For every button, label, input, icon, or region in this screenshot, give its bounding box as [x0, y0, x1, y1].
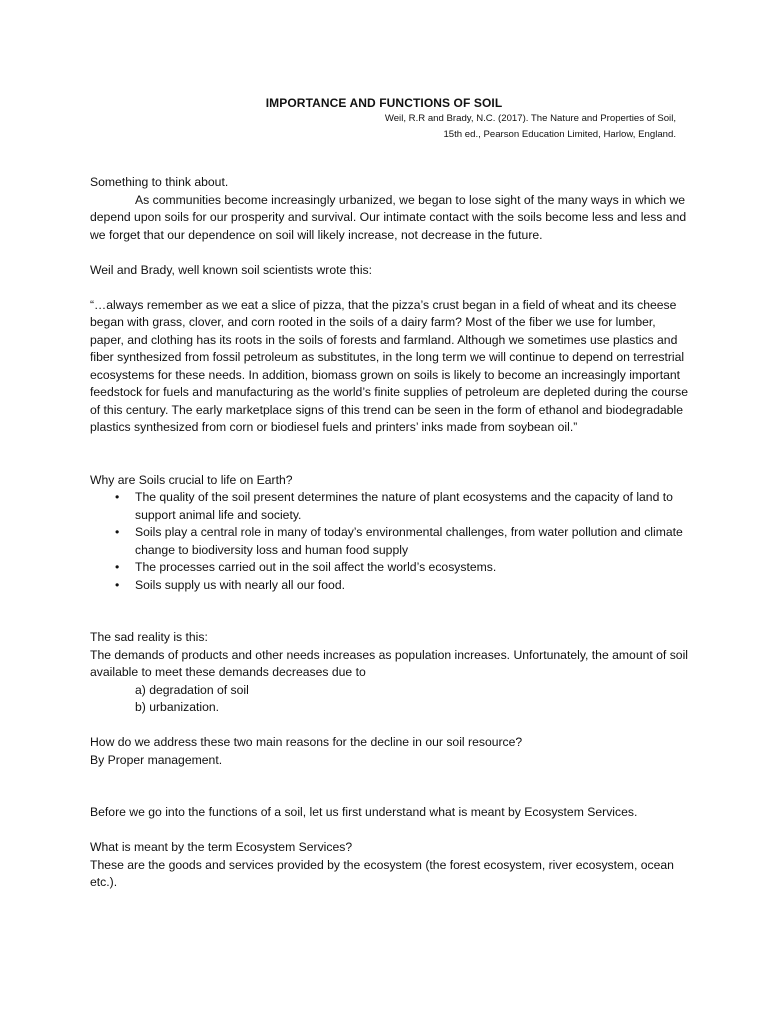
bullet-icon: •: [115, 525, 120, 539]
quote-text: “…always remember as we eat a slice of pizza, that the pizza’s crust began in a field of wheat and its cheese began with grass, clover, and corn rooted in the soils of a dairy farm? Most of the fiber we use for lumber, paper, and clothing has its roots in the soils of forests and farmland. Although we sometimes use plastics and fiber synthesized from fossil petroleum as substitutes, in the long term we will continue to depend on terrestrial ecosystems for these needs. In addition, biomass grown on soils is likely to become an increasingly important feedstock for fuels and manufacturing as the world’s finite supplies of petroleum are depleted during the course of this century. The early marketplace signs of this trend can be seen in the form of ethanol and biodegradable plastics synthesized from corn or biodiesel fuels and printers’ inks made from soybean oil.”: [90, 297, 688, 434]
list-item: [90, 577, 690, 595]
ecosystem-question: What is meant by the term Ecosystem Services?: [90, 840, 353, 854]
why-bullet-list: [90, 489, 690, 594]
functions-intro: Before we go into the functions of a soil, let us first understand what is meant by Ecosystem Services.: [90, 805, 638, 819]
document-body: [90, 174, 690, 892]
sad-heading: The sad reality is this:: [90, 630, 208, 644]
list-item-text: Soils play a central role in many of today’s environmental challenges, from water pollution and climate change to biodiversity loss and human food supply: [135, 525, 683, 557]
bullet-icon: •: [115, 577, 120, 592]
sad-item-b: b) urbanization.: [135, 700, 220, 714]
quote-lead: Weil and Brady, well known soil scientists wrote this:: [90, 262, 373, 277]
list-item-text: The processes carried out in the soil affect the world’s ecosystems.: [135, 560, 497, 574]
address-question: How do we address these two main reasons for the decline in our soil resource?: [90, 735, 523, 749]
bullet-icon: •: [115, 490, 120, 504]
intro-heading: Something to think about.: [90, 175, 229, 189]
citation-line-2: 15th ed., Pearson Education Limited, Harlow, England.: [443, 129, 676, 140]
sad-item-a: a) degradation of soil: [135, 682, 249, 697]
bullet-icon: •: [115, 560, 120, 574]
list-item: [90, 559, 690, 577]
citation: [385, 111, 676, 143]
list-item-text: The quality of the soil present determines the nature of plant ecosystems and the capacity of land to support animal life and society.: [135, 490, 673, 522]
intro-paragraph: As communities become increasingly urbanized, we began to lose sight of the many ways in which we depend upon soils for our prosperity and survival. Our intimate contact with the soils become less and less and we forget that our dependence on soil will likely increase, not decrease in the future.: [90, 192, 687, 242]
page-title: IMPORTANCE AND FUNCTIONS OF SOIL: [265, 96, 503, 110]
sad-paragraph: The demands of products and other needs increases as population increases. Unfortunately, the amount of soil available to meet these demands decreases due to: [90, 647, 688, 679]
address-answer: By Proper management.: [90, 752, 223, 767]
list-item: [90, 524, 690, 559]
citation-line-1: Weil, R.R and Brady, N.C. (2017). The Nature and Properties of Soil,: [384, 113, 676, 124]
list-item: [90, 489, 690, 524]
ecosystem-answer: These are the goods and services provided by the ecosystem (the forest ecosystem, river ecosystem, ocean etc.).: [90, 857, 674, 889]
list-item-text: Soils supply us with nearly all our food.: [135, 577, 346, 592]
why-heading: Why are Soils crucial to life on Earth?: [90, 472, 293, 487]
